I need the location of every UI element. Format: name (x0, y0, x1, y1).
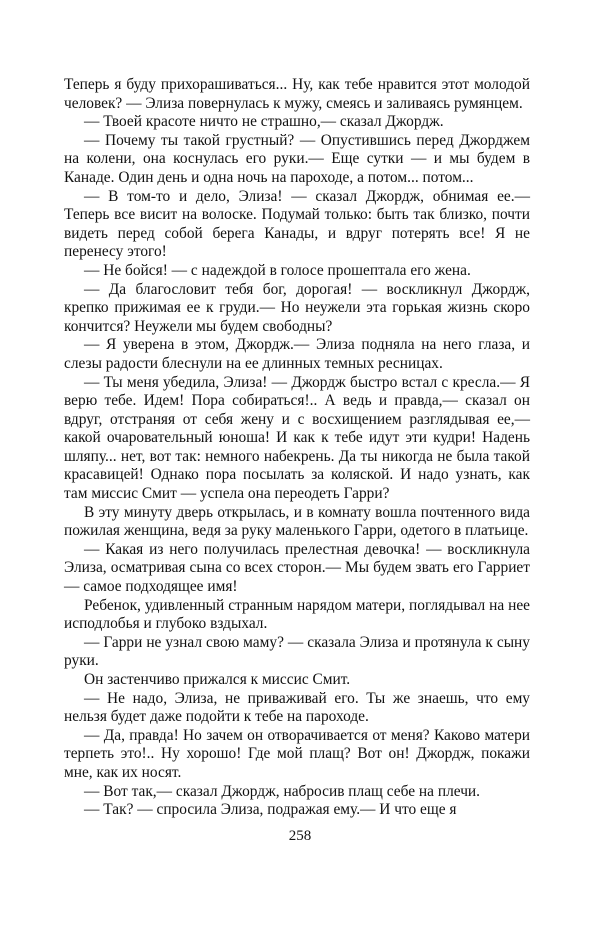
page-number: 258 (288, 828, 312, 844)
paragraph-16: — Вот так,— сказал Джордж, набросив плащ себе на плечи. (84, 782, 481, 800)
paragraph-11: Ребенок, удивленный странным нарядом матери, поглядывал на нее исподлобья и глубоко вздыхал. (64, 596, 530, 633)
paragraph-14: — Не надо, Элиза, не приваживай его. Ты же знаешь, что ему нельзя будет даже подойти к тебе на пароходе. (64, 689, 530, 726)
paragraph-4: — В том-то и дело, Элиза! — сказал Джордж, обнимая ее.— Теперь все висит на волоске. Подумай только: быть так близко, почти видеть перед собой берега Канады, и вдруг потерять все! Я не перенесу этого! (64, 187, 530, 261)
paragraph-1: Теперь я буду прихорашиваться... Ну, как тебе нравится этот молодой человек? — Элиза повернулась к мужу, смеясь и заливаясь румянцем. (64, 76, 530, 112)
paragraph-2: — Твоей красоте ничто не страшно,— сказал Джордж. (84, 113, 444, 131)
page-text (64, 76, 530, 820)
paragraph-6: — Да благословит тебя бог, дорогая! — воскликнул Джордж, крепко прижимая ее к груди.— Но неужели эта горькая жизнь скоро кончится? Неужели мы будем свободны? (64, 280, 530, 335)
paragraph-12: — Гарри не узнал свою маму? — сказала Элиза и протянула к сыну руки. (64, 633, 530, 670)
paragraph-10: — Какая из него получилась прелестная девочка! — воскликнула Элиза, осматривая сына со всех сторон.— Мы будем звать его Гарриет — самое подходящее имя! (64, 540, 530, 596)
paragraph-8: — Ты меня убедила, Элиза! — Джордж быстро встал с кресла.— Я верю тебе. Идем! Пора собираться!.. А ведь и правда,— сказал он вдруг, отстраняя от себя жену и с восхищением разглядывая ее,— какой очаровательный юноша! И как к тебе идут эти кудри! Надень шляпу... нет, вот так: немного набекрень. Да ты никогда не была такой красавицей! Однако пора посылать за коляской. И надо узнать, как там миссис Смит — успела она переодеть Гарри? (64, 373, 530, 503)
paragraph-9: В эту минуту дверь открылась, и в комнату вошла почтенного вида пожилая женщина, ведя за руку маленького Гарри, одетого в платьице. (64, 503, 530, 540)
paragraph-15: — Да, правда! Но зачем он отворачивается от меня? Каково матери терпеть это!.. Ну хорошо! Где мой плащ? Вот он! Джордж, покажи мне, как их носят. (64, 726, 530, 781)
paragraph-5: — Не бойся! — с надеждой в голосе прошептала его жена. (84, 261, 471, 279)
paragraph-17: — Так? — спросила Элиза, подражая ему.— И что еще я (84, 801, 457, 819)
paragraph-13: Он застенчиво прижался к миссис Смит. (84, 671, 351, 688)
paragraph-3: — Почему ты такой грустный? — Опустившись перед Джорджем на колени, она коснулась его руки.— Еще сутки — и мы будем в Канаде. Один день и одна ночь на пароходе, а потом... потом... (64, 131, 530, 186)
paragraph-7: — Я уверена в этом, Джордж.— Элиза подняла на него глаза, и слезы радости блеснули на ее длинных темных ресницах. (64, 336, 530, 372)
